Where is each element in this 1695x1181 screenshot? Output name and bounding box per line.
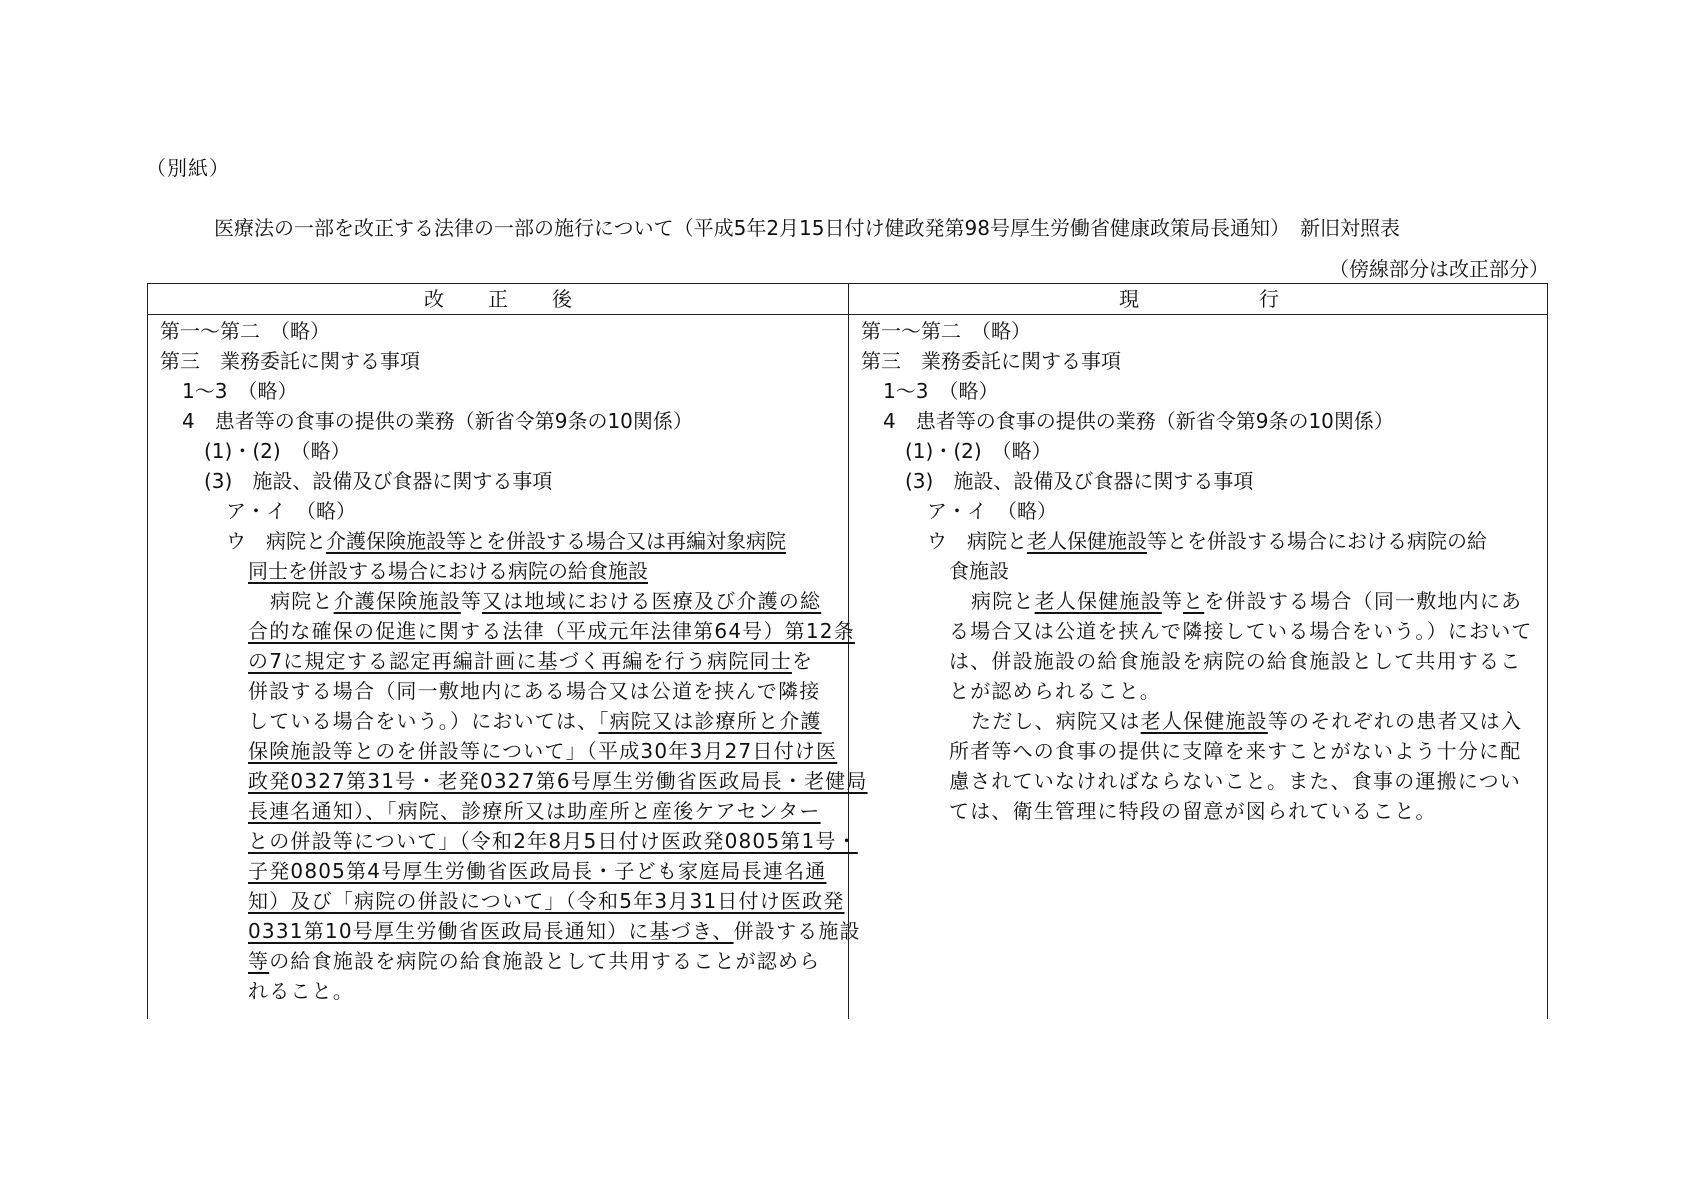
revised-line (160, 796, 840, 826)
underlined-text: 老人保健施設 (1034, 589, 1162, 613)
current-line: (1)・(2) （略） (905, 439, 1052, 463)
text-run: 等 (460, 589, 483, 613)
revised-line: (1)・(2) （略） (204, 439, 351, 463)
revised-line (160, 706, 840, 736)
current-line: 1～3 （略） (883, 379, 999, 403)
revised-line (160, 946, 840, 976)
revised-line: 4 患者等の食事の提供の業務（新省令第9条の10関係） (182, 409, 693, 433)
text-run: 等とを併設する場合における病院の給 (1147, 529, 1487, 553)
revised-line (160, 766, 868, 796)
revised-line (160, 856, 840, 886)
revised-line (160, 646, 840, 676)
current-line (861, 526, 1541, 556)
current-line: る場合又は公道を挟んで隣接している場合をいう。）において (949, 619, 1533, 643)
revised-column (160, 316, 868, 1006)
revised-line (160, 616, 855, 646)
revised-line (160, 556, 840, 586)
current-line: 4 患者等の食事の提供の業務（新省令第9条の10関係） (883, 409, 1394, 433)
revised-line (160, 826, 858, 856)
text-run: ただし、病院又は (971, 709, 1141, 733)
text-run: 病院と (971, 589, 1035, 613)
text-run: 等 (1161, 589, 1184, 613)
underlined-text: 長連名通知）、「病院、診療所又は助産所と産後ケアセンター (248, 799, 821, 823)
underlined-text: 0331第10号厚生労働省医政局長通知）に基づき、 (248, 919, 734, 943)
underlined-text: 政発0327第31号・老発0327第6号厚生労働省医政局長・老健局 (248, 769, 868, 793)
revised-line: 第三 業務委託に関する事項 (160, 349, 420, 373)
text-run: を (791, 649, 814, 673)
underlined-text: との併設等について」（令和2年8月5日付け医政発0805第1号・ (248, 829, 858, 853)
current-line: 第一～第二 （略） (861, 319, 1031, 343)
revised-line: 1～3 （略） (182, 379, 298, 403)
underlined-text: 子発0805第4号厚生労働省医政局長・子ども家庭局長連名通 (248, 859, 827, 883)
current-column (861, 316, 1541, 826)
underlined-text: の7に規定する認定再編計画に基づく再編を行う病院同士 (248, 649, 792, 673)
revised-line (160, 886, 845, 916)
comparison-table (147, 283, 1548, 1019)
current-line: 慮されていなければならないこと。また、食事の運搬につい (949, 769, 1521, 793)
current-line (861, 586, 1541, 616)
revised-line: ア・イ （略） (226, 499, 356, 523)
underlined-text: 等 (248, 949, 270, 973)
text-run: している場合をいう。）においては、 (248, 709, 599, 733)
current-line: (3) 施設、設備及び食器に関する事項 (905, 469, 1254, 493)
revised-line: 併設する場合（同一敷地内にある場合又は公道を挟んで隣接 (248, 679, 821, 703)
current-line: は、併設施設の給食施設を病院の給食施設として共用するこ (949, 649, 1522, 673)
text-run: ウ 病院と (927, 529, 1027, 553)
underlined-text: 介護保険施設 (333, 589, 461, 613)
revised-line (160, 526, 840, 556)
underlined-text: 知）及び「病院の併設について」（令和5年3月31日付け医政発 (248, 889, 845, 913)
current-line: ては、衛生管理に特段の留意が図られていること。 (949, 799, 1437, 823)
current-line: 所者等への食事の提供に支障を来すことがないよう十分に配 (949, 739, 1522, 763)
underlined-text: 老人保健施設 (1140, 709, 1268, 733)
text-run: 病院と (270, 589, 334, 613)
current-line (861, 706, 1541, 736)
current-line: ア・イ （略） (927, 499, 1057, 523)
underline-note: （傍線部分は改正部分） (1329, 257, 1549, 281)
current-line: とが認められること。 (949, 679, 1161, 703)
text-run: ウ 病院と (226, 529, 326, 553)
revised-line: 第一～第二 （略） (160, 319, 330, 343)
underlined-text: 同士を併設する場合における病院の給食施設 (248, 559, 648, 583)
underlined-text: と (1183, 589, 1205, 613)
revised-line (160, 586, 840, 616)
underlined-text: 老人保健施設 (1027, 529, 1147, 553)
current-line: 食施設 (949, 559, 1009, 583)
revised-line (160, 736, 840, 766)
underlined-text: 「病院又は診療所と介護 (598, 709, 822, 733)
revised-line (160, 916, 861, 946)
current-line: 第三 業務委託に関する事項 (861, 349, 1121, 373)
underlined-text: 合的な確保の促進に関する法律（平成元年法律第64号）第12条 (248, 619, 855, 643)
header-revised: 改正後 (424, 287, 616, 311)
header-current: 現行 (1119, 287, 1399, 311)
document-title: 医療法の一部を改正する法律の一部の施行について（平成5年2月15日付け健政発第98号厚生労働省健康政策局長通知） 新旧対照表 (214, 216, 1400, 240)
text-run: を併設する場合（同一敷地内にあ (1204, 589, 1523, 613)
underlined-text: 介護保険施設等とを併設する場合又は再編対象病院 (326, 529, 786, 553)
underlined-text: 保険施設等とのを併設等について」（平成30年3月27日付け医 (248, 739, 838, 763)
attachment-label: （別紙） (146, 156, 230, 180)
underlined-text: 又は地域における医療及び介護の総 (482, 589, 822, 613)
text-run: 等のそれぞれの患者又は入 (1267, 709, 1523, 733)
revised-line: れること。 (248, 979, 354, 1003)
column-divider (848, 284, 849, 1019)
text-run: 併設する施設 (733, 919, 861, 943)
text-run: の給食施設を病院の給食施設として共用することが認めら (269, 949, 821, 973)
revised-line: (3) 施設、設備及び食器に関する事項 (204, 469, 553, 493)
